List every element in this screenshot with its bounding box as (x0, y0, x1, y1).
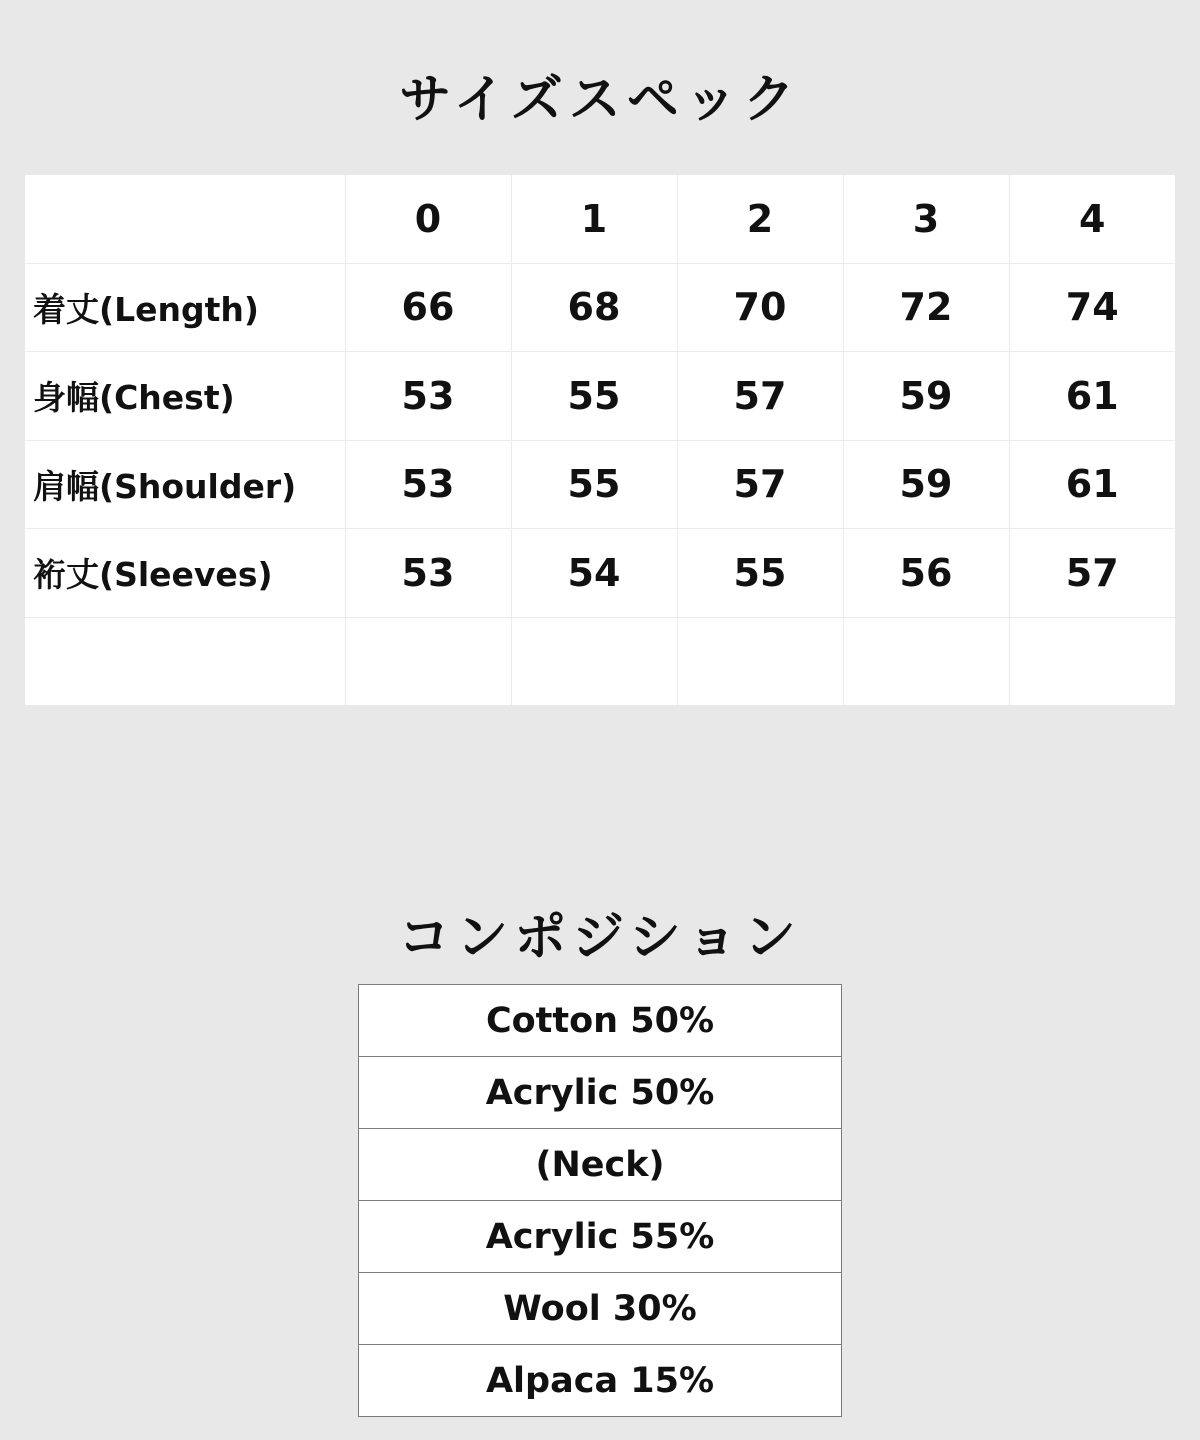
table-cell: 74 (1009, 263, 1175, 352)
table-cell: 70 (677, 263, 843, 352)
header-cell: 3 (843, 175, 1009, 263)
table-cell: 57 (1009, 529, 1175, 618)
table-cell: 56 (843, 529, 1009, 618)
row-label: 身幅(Chest) (25, 352, 345, 441)
header-cell (25, 175, 345, 263)
size-spec-table (25, 175, 1175, 705)
list-item (359, 1129, 842, 1201)
header-cell: 1 (511, 175, 677, 263)
row-label: 肩幅(Shoulder) (25, 440, 345, 529)
table-row (25, 529, 1175, 618)
table-cell: 61 (1009, 440, 1175, 529)
table-cell: 59 (843, 440, 1009, 529)
table-cell: 68 (511, 263, 677, 352)
composition-item: Acrylic 55% (359, 1201, 842, 1273)
table-row (25, 263, 1175, 352)
composition-item: Alpaca 15% (359, 1345, 842, 1417)
table-cell: 57 (677, 440, 843, 529)
table-cell: 53 (345, 529, 511, 618)
list-item (359, 1057, 842, 1129)
row-label: 着丈(Length) (25, 263, 345, 352)
list-item (359, 1273, 842, 1345)
table-row (25, 440, 1175, 529)
list-item (359, 1201, 842, 1273)
table-cell (843, 617, 1009, 705)
table-row (25, 352, 1175, 441)
header-cell: 2 (677, 175, 843, 263)
table-cell (1009, 617, 1175, 705)
list-item (359, 985, 842, 1057)
table-cell: 54 (511, 529, 677, 618)
table-cell: 53 (345, 440, 511, 529)
composition-table (358, 984, 842, 1417)
size-header-row (25, 175, 1175, 263)
composition-item: Acrylic 50% (359, 1057, 842, 1129)
table-cell: 55 (511, 352, 677, 441)
table-cell: 72 (843, 263, 1009, 352)
table-cell: 59 (843, 352, 1009, 441)
composition-item: Cotton 50% (359, 985, 842, 1057)
table-cell: 66 (345, 263, 511, 352)
table-cell: 55 (677, 529, 843, 618)
composition-item: Wool 30% (359, 1273, 842, 1345)
table-cell (677, 617, 843, 705)
table-cell: 57 (677, 352, 843, 441)
table-cell (345, 617, 511, 705)
header-cell: 4 (1009, 175, 1175, 263)
composition-title: コンポジション (398, 908, 802, 968)
table-cell: 53 (345, 352, 511, 441)
table-row-empty (25, 617, 1175, 705)
row-label: 裄丈(Sleeves) (25, 529, 345, 618)
table-cell (511, 617, 677, 705)
row-label (25, 617, 345, 705)
header-cell: 0 (345, 175, 511, 263)
size-spec-title: サイズスペック (399, 70, 801, 130)
table-cell: 55 (511, 440, 677, 529)
list-item (359, 1345, 842, 1417)
composition-item: (Neck) (359, 1129, 842, 1201)
table-cell: 61 (1009, 352, 1175, 441)
